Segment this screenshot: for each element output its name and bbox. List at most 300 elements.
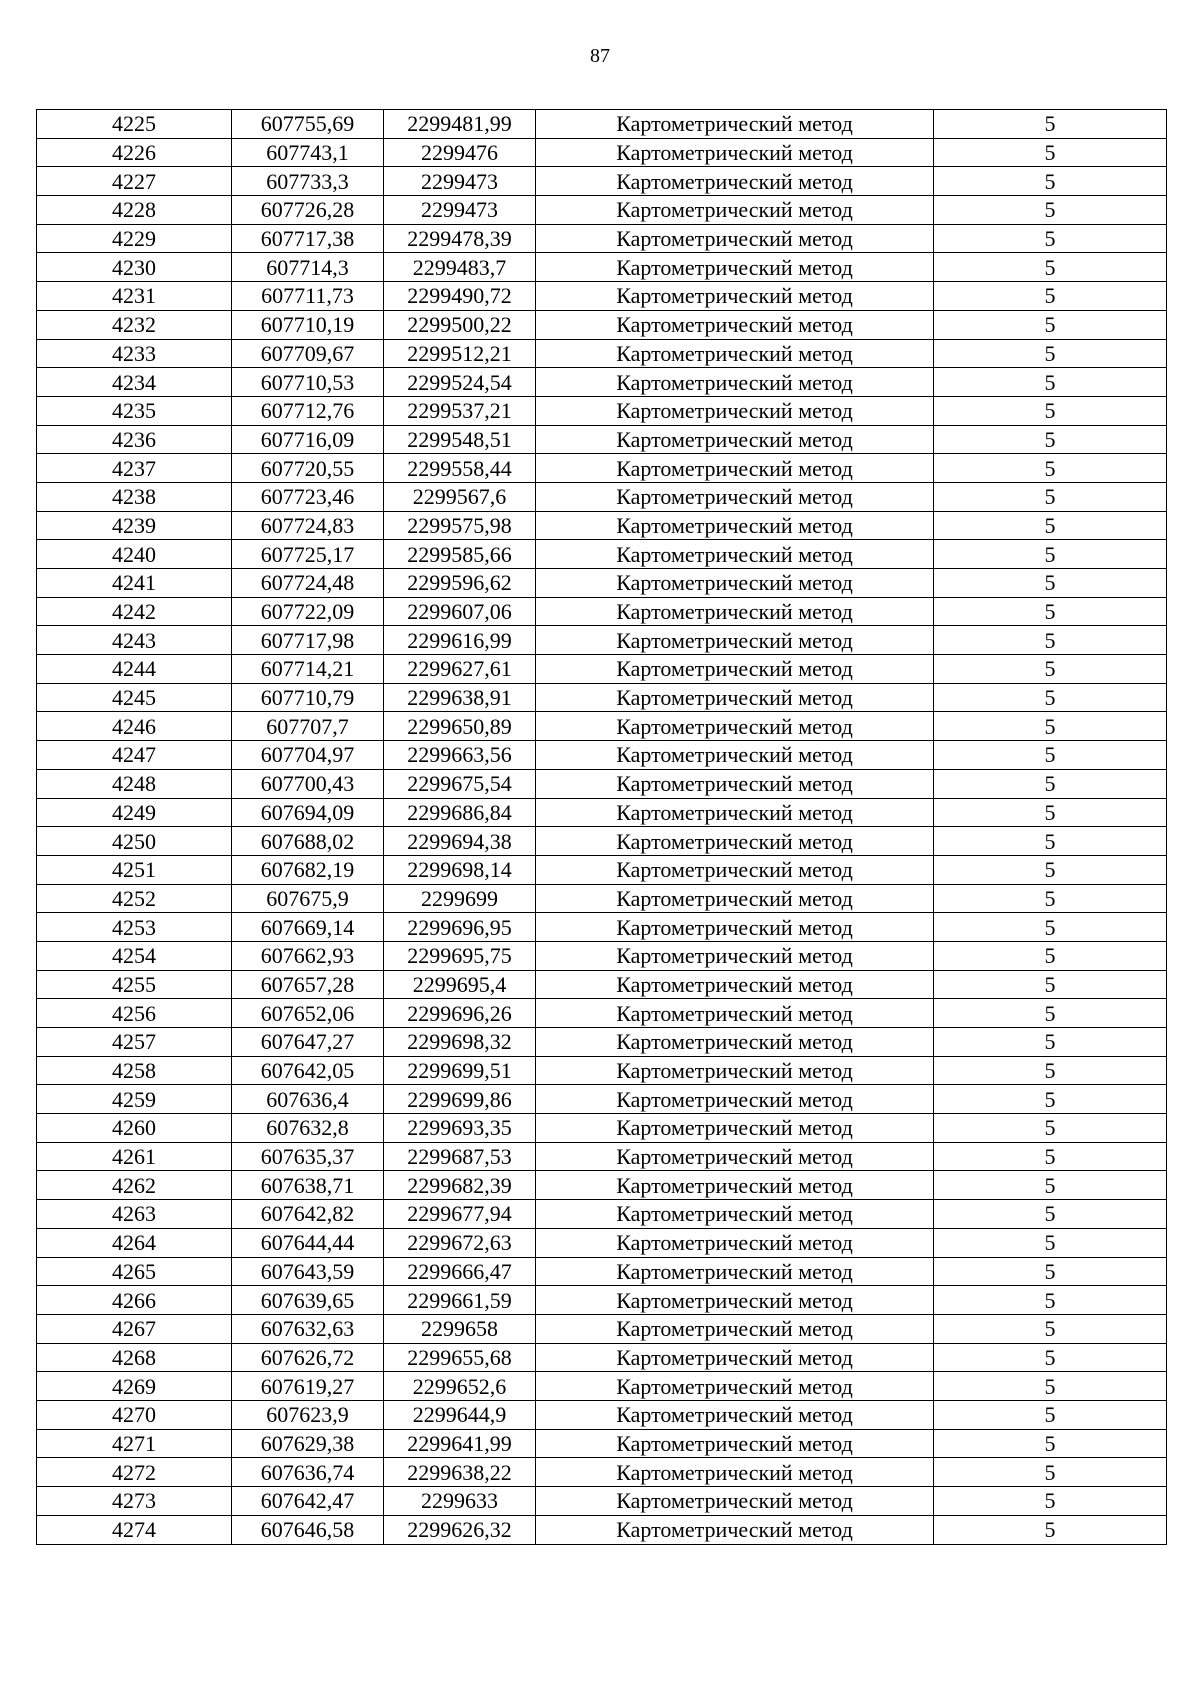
method-cell: Картометрический метод bbox=[536, 454, 934, 483]
y-coordinate-cell: 2299633 bbox=[384, 1487, 536, 1516]
x-coordinate-cell: 607714,3 bbox=[232, 253, 384, 282]
table-row bbox=[37, 1171, 1167, 1200]
method-cell: Картометрический метод bbox=[536, 1028, 934, 1057]
y-coordinate-cell: 2299696,26 bbox=[384, 999, 536, 1028]
point-number-cell: 4226 bbox=[37, 138, 232, 167]
table-row bbox=[37, 110, 1167, 139]
table-row bbox=[37, 454, 1167, 483]
y-coordinate-cell: 2299658 bbox=[384, 1314, 536, 1343]
point-number-cell: 4232 bbox=[37, 310, 232, 339]
method-cell: Картометрический метод bbox=[536, 970, 934, 999]
y-coordinate-cell: 2299694,38 bbox=[384, 827, 536, 856]
x-coordinate-cell: 607642,47 bbox=[232, 1487, 384, 1516]
point-number-cell: 4270 bbox=[37, 1400, 232, 1429]
y-coordinate-cell: 2299699,51 bbox=[384, 1056, 536, 1085]
accuracy-cell: 5 bbox=[934, 1228, 1167, 1257]
method-cell: Картометрический метод bbox=[536, 282, 934, 311]
y-coordinate-cell: 2299478,39 bbox=[384, 224, 536, 253]
x-coordinate-cell: 607682,19 bbox=[232, 855, 384, 884]
y-coordinate-cell: 2299663,56 bbox=[384, 741, 536, 770]
method-cell: Картометрический метод bbox=[536, 1372, 934, 1401]
point-number-cell: 4227 bbox=[37, 167, 232, 196]
table-row bbox=[37, 1257, 1167, 1286]
y-coordinate-cell: 2299473 bbox=[384, 167, 536, 196]
point-number-cell: 4257 bbox=[37, 1028, 232, 1057]
point-number-cell: 4225 bbox=[37, 110, 232, 139]
table-row bbox=[37, 482, 1167, 511]
point-number-cell: 4230 bbox=[37, 253, 232, 282]
method-cell: Картометрический метод bbox=[536, 196, 934, 225]
accuracy-cell: 5 bbox=[934, 1429, 1167, 1458]
method-cell: Картометрический метод bbox=[536, 368, 934, 397]
table-row bbox=[37, 941, 1167, 970]
accuracy-cell: 5 bbox=[934, 1487, 1167, 1516]
method-cell: Картометрический метод bbox=[536, 1257, 934, 1286]
x-coordinate-cell: 607723,46 bbox=[232, 482, 384, 511]
accuracy-cell: 5 bbox=[934, 569, 1167, 598]
table-row bbox=[37, 1458, 1167, 1487]
accuracy-cell: 5 bbox=[934, 1257, 1167, 1286]
method-cell: Картометрический метод bbox=[536, 1286, 934, 1315]
y-coordinate-cell: 2299677,94 bbox=[384, 1200, 536, 1229]
y-coordinate-cell: 2299500,22 bbox=[384, 310, 536, 339]
table-row bbox=[37, 913, 1167, 942]
x-coordinate-cell: 607646,58 bbox=[232, 1515, 384, 1545]
y-coordinate-cell: 2299473 bbox=[384, 196, 536, 225]
accuracy-cell: 5 bbox=[934, 1314, 1167, 1343]
method-cell: Картометрический метод bbox=[536, 1114, 934, 1143]
x-coordinate-cell: 607755,69 bbox=[232, 110, 384, 139]
method-cell: Картометрический метод bbox=[536, 138, 934, 167]
y-coordinate-cell: 2299672,63 bbox=[384, 1228, 536, 1257]
x-coordinate-cell: 607636,4 bbox=[232, 1085, 384, 1114]
point-number-cell: 4242 bbox=[37, 597, 232, 626]
accuracy-cell: 5 bbox=[934, 884, 1167, 913]
method-cell: Картометрический метод bbox=[536, 855, 934, 884]
y-coordinate-cell: 2299638,91 bbox=[384, 683, 536, 712]
table-row bbox=[37, 970, 1167, 999]
x-coordinate-cell: 607725,17 bbox=[232, 540, 384, 569]
method-cell: Картометрический метод bbox=[536, 1429, 934, 1458]
point-number-cell: 4239 bbox=[37, 511, 232, 540]
x-coordinate-cell: 607724,48 bbox=[232, 569, 384, 598]
accuracy-cell: 5 bbox=[934, 798, 1167, 827]
table-row bbox=[37, 339, 1167, 368]
method-cell: Картометрический метод bbox=[536, 1200, 934, 1229]
x-coordinate-cell: 607642,05 bbox=[232, 1056, 384, 1085]
x-coordinate-cell: 607642,82 bbox=[232, 1200, 384, 1229]
coordinates-table bbox=[36, 109, 1167, 1545]
accuracy-cell: 5 bbox=[934, 339, 1167, 368]
table-row bbox=[37, 884, 1167, 913]
y-coordinate-cell: 2299483,7 bbox=[384, 253, 536, 282]
table-row bbox=[37, 1028, 1167, 1057]
y-coordinate-cell: 2299686,84 bbox=[384, 798, 536, 827]
accuracy-cell: 5 bbox=[934, 1028, 1167, 1057]
method-cell: Картометрический метод bbox=[536, 1228, 934, 1257]
point-number-cell: 4261 bbox=[37, 1142, 232, 1171]
point-number-cell: 4244 bbox=[37, 655, 232, 684]
accuracy-cell: 5 bbox=[934, 712, 1167, 741]
method-cell: Картометрический метод bbox=[536, 913, 934, 942]
x-coordinate-cell: 607639,65 bbox=[232, 1286, 384, 1315]
method-cell: Картометрический метод bbox=[536, 1343, 934, 1372]
table-row bbox=[37, 1085, 1167, 1114]
y-coordinate-cell: 2299695,75 bbox=[384, 941, 536, 970]
point-number-cell: 4235 bbox=[37, 396, 232, 425]
y-coordinate-cell: 2299524,54 bbox=[384, 368, 536, 397]
method-cell: Картометрический метод bbox=[536, 1056, 934, 1085]
x-coordinate-cell: 607712,76 bbox=[232, 396, 384, 425]
point-number-cell: 4249 bbox=[37, 798, 232, 827]
point-number-cell: 4265 bbox=[37, 1257, 232, 1286]
point-number-cell: 4254 bbox=[37, 941, 232, 970]
point-number-cell: 4273 bbox=[37, 1487, 232, 1516]
point-number-cell: 4271 bbox=[37, 1429, 232, 1458]
method-cell: Картометрический метод bbox=[536, 569, 934, 598]
accuracy-cell: 5 bbox=[934, 1343, 1167, 1372]
coordinates-table-body bbox=[37, 110, 1167, 1545]
point-number-cell: 4263 bbox=[37, 1200, 232, 1229]
x-coordinate-cell: 607626,72 bbox=[232, 1343, 384, 1372]
method-cell: Картометрический метод bbox=[536, 769, 934, 798]
method-cell: Картометрический метод bbox=[536, 310, 934, 339]
accuracy-cell: 5 bbox=[934, 683, 1167, 712]
point-number-cell: 4246 bbox=[37, 712, 232, 741]
accuracy-cell: 5 bbox=[934, 368, 1167, 397]
point-number-cell: 4262 bbox=[37, 1171, 232, 1200]
method-cell: Картометрический метод bbox=[536, 482, 934, 511]
x-coordinate-cell: 607710,53 bbox=[232, 368, 384, 397]
table-row bbox=[37, 626, 1167, 655]
table-row bbox=[37, 683, 1167, 712]
table-row bbox=[37, 167, 1167, 196]
y-coordinate-cell: 2299575,98 bbox=[384, 511, 536, 540]
table-row bbox=[37, 855, 1167, 884]
table-row bbox=[37, 1372, 1167, 1401]
point-number-cell: 4233 bbox=[37, 339, 232, 368]
x-coordinate-cell: 607636,74 bbox=[232, 1458, 384, 1487]
accuracy-cell: 5 bbox=[934, 597, 1167, 626]
accuracy-cell: 5 bbox=[934, 1286, 1167, 1315]
x-coordinate-cell: 607675,9 bbox=[232, 884, 384, 913]
method-cell: Картометрический метод bbox=[536, 1400, 934, 1429]
x-coordinate-cell: 607717,98 bbox=[232, 626, 384, 655]
point-number-cell: 4229 bbox=[37, 224, 232, 253]
x-coordinate-cell: 607720,55 bbox=[232, 454, 384, 483]
y-coordinate-cell: 2299687,53 bbox=[384, 1142, 536, 1171]
point-number-cell: 4256 bbox=[37, 999, 232, 1028]
method-cell: Картометрический метод bbox=[536, 1314, 934, 1343]
method-cell: Картометрический метод bbox=[536, 1458, 934, 1487]
point-number-cell: 4274 bbox=[37, 1515, 232, 1545]
method-cell: Картометрический метод bbox=[536, 1085, 934, 1114]
method-cell: Картометрический метод bbox=[536, 540, 934, 569]
table-row bbox=[37, 999, 1167, 1028]
point-number-cell: 4238 bbox=[37, 482, 232, 511]
table-row bbox=[37, 1314, 1167, 1343]
method-cell: Картометрический метод bbox=[536, 511, 934, 540]
accuracy-cell: 5 bbox=[934, 855, 1167, 884]
table-row bbox=[37, 425, 1167, 454]
x-coordinate-cell: 607652,06 bbox=[232, 999, 384, 1028]
table-row bbox=[37, 798, 1167, 827]
table-row bbox=[37, 569, 1167, 598]
x-coordinate-cell: 607647,27 bbox=[232, 1028, 384, 1057]
x-coordinate-cell: 607623,9 bbox=[232, 1400, 384, 1429]
y-coordinate-cell: 2299596,62 bbox=[384, 569, 536, 598]
y-coordinate-cell: 2299661,59 bbox=[384, 1286, 536, 1315]
method-cell: Картометрический метод bbox=[536, 1515, 934, 1545]
accuracy-cell: 5 bbox=[934, 425, 1167, 454]
accuracy-cell: 5 bbox=[934, 913, 1167, 942]
point-number-cell: 4258 bbox=[37, 1056, 232, 1085]
table-row bbox=[37, 540, 1167, 569]
y-coordinate-cell: 2299696,95 bbox=[384, 913, 536, 942]
point-number-cell: 4251 bbox=[37, 855, 232, 884]
y-coordinate-cell: 2299666,47 bbox=[384, 1257, 536, 1286]
table-row bbox=[37, 712, 1167, 741]
x-coordinate-cell: 607700,43 bbox=[232, 769, 384, 798]
accuracy-cell: 5 bbox=[934, 1142, 1167, 1171]
x-coordinate-cell: 607714,21 bbox=[232, 655, 384, 684]
accuracy-cell: 5 bbox=[934, 1056, 1167, 1085]
method-cell: Картометрический метод bbox=[536, 1171, 934, 1200]
table-row bbox=[37, 655, 1167, 684]
table-row bbox=[37, 1114, 1167, 1143]
method-cell: Картометрический метод bbox=[536, 339, 934, 368]
point-number-cell: 4269 bbox=[37, 1372, 232, 1401]
point-number-cell: 4243 bbox=[37, 626, 232, 655]
point-number-cell: 4228 bbox=[37, 196, 232, 225]
point-number-cell: 4266 bbox=[37, 1286, 232, 1315]
y-coordinate-cell: 2299698,32 bbox=[384, 1028, 536, 1057]
accuracy-cell: 5 bbox=[934, 741, 1167, 770]
table-row bbox=[37, 511, 1167, 540]
table-row bbox=[37, 138, 1167, 167]
method-cell: Картометрический метод bbox=[536, 683, 934, 712]
x-coordinate-cell: 607632,8 bbox=[232, 1114, 384, 1143]
point-number-cell: 4237 bbox=[37, 454, 232, 483]
x-coordinate-cell: 607722,09 bbox=[232, 597, 384, 626]
x-coordinate-cell: 607619,27 bbox=[232, 1372, 384, 1401]
accuracy-cell: 5 bbox=[934, 1458, 1167, 1487]
method-cell: Картометрический метод bbox=[536, 167, 934, 196]
point-number-cell: 4260 bbox=[37, 1114, 232, 1143]
table-row bbox=[37, 396, 1167, 425]
table-row bbox=[37, 769, 1167, 798]
table-row bbox=[37, 597, 1167, 626]
y-coordinate-cell: 2299655,68 bbox=[384, 1343, 536, 1372]
y-coordinate-cell: 2299481,99 bbox=[384, 110, 536, 139]
method-cell: Картометрический метод bbox=[536, 941, 934, 970]
method-cell: Картометрический метод bbox=[536, 224, 934, 253]
accuracy-cell: 5 bbox=[934, 253, 1167, 282]
y-coordinate-cell: 2299652,6 bbox=[384, 1372, 536, 1401]
y-coordinate-cell: 2299607,06 bbox=[384, 597, 536, 626]
accuracy-cell: 5 bbox=[934, 110, 1167, 139]
y-coordinate-cell: 2299644,9 bbox=[384, 1400, 536, 1429]
accuracy-cell: 5 bbox=[934, 224, 1167, 253]
method-cell: Картометрический метод bbox=[536, 253, 934, 282]
accuracy-cell: 5 bbox=[934, 626, 1167, 655]
method-cell: Картометрический метод bbox=[536, 655, 934, 684]
x-coordinate-cell: 607638,71 bbox=[232, 1171, 384, 1200]
point-number-cell: 4250 bbox=[37, 827, 232, 856]
table-row bbox=[37, 1487, 1167, 1516]
point-number-cell: 4264 bbox=[37, 1228, 232, 1257]
accuracy-cell: 5 bbox=[934, 1200, 1167, 1229]
accuracy-cell: 5 bbox=[934, 138, 1167, 167]
x-coordinate-cell: 607688,02 bbox=[232, 827, 384, 856]
point-number-cell: 4234 bbox=[37, 368, 232, 397]
y-coordinate-cell: 2299558,44 bbox=[384, 454, 536, 483]
table-row bbox=[37, 1228, 1167, 1257]
table-row bbox=[37, 1056, 1167, 1085]
accuracy-cell: 5 bbox=[934, 1114, 1167, 1143]
point-number-cell: 4253 bbox=[37, 913, 232, 942]
point-number-cell: 4231 bbox=[37, 282, 232, 311]
accuracy-cell: 5 bbox=[934, 1085, 1167, 1114]
accuracy-cell: 5 bbox=[934, 1372, 1167, 1401]
accuracy-cell: 5 bbox=[934, 769, 1167, 798]
y-coordinate-cell: 2299675,54 bbox=[384, 769, 536, 798]
point-number-cell: 4248 bbox=[37, 769, 232, 798]
y-coordinate-cell: 2299585,66 bbox=[384, 540, 536, 569]
method-cell: Картометрический метод bbox=[536, 1487, 934, 1516]
accuracy-cell: 5 bbox=[934, 196, 1167, 225]
table-row bbox=[37, 741, 1167, 770]
x-coordinate-cell: 607710,19 bbox=[232, 310, 384, 339]
point-number-cell: 4247 bbox=[37, 741, 232, 770]
y-coordinate-cell: 2299695,4 bbox=[384, 970, 536, 999]
accuracy-cell: 5 bbox=[934, 540, 1167, 569]
point-number-cell: 4267 bbox=[37, 1314, 232, 1343]
point-number-cell: 4252 bbox=[37, 884, 232, 913]
y-coordinate-cell: 2299699 bbox=[384, 884, 536, 913]
x-coordinate-cell: 607632,63 bbox=[232, 1314, 384, 1343]
method-cell: Картометрический метод bbox=[536, 425, 934, 454]
y-coordinate-cell: 2299490,72 bbox=[384, 282, 536, 311]
method-cell: Картометрический метод bbox=[536, 741, 934, 770]
x-coordinate-cell: 607707,7 bbox=[232, 712, 384, 741]
method-cell: Картометрический метод bbox=[536, 110, 934, 139]
accuracy-cell: 5 bbox=[934, 1171, 1167, 1200]
y-coordinate-cell: 2299512,21 bbox=[384, 339, 536, 368]
x-coordinate-cell: 607724,83 bbox=[232, 511, 384, 540]
y-coordinate-cell: 2299476 bbox=[384, 138, 536, 167]
x-coordinate-cell: 607726,28 bbox=[232, 196, 384, 225]
y-coordinate-cell: 2299693,35 bbox=[384, 1114, 536, 1143]
y-coordinate-cell: 2299537,21 bbox=[384, 396, 536, 425]
accuracy-cell: 5 bbox=[934, 511, 1167, 540]
point-number-cell: 4236 bbox=[37, 425, 232, 454]
accuracy-cell: 5 bbox=[934, 282, 1167, 311]
table-row bbox=[37, 310, 1167, 339]
table-row bbox=[37, 282, 1167, 311]
table-row bbox=[37, 1429, 1167, 1458]
method-cell: Картометрический метод bbox=[536, 798, 934, 827]
point-number-cell: 4240 bbox=[37, 540, 232, 569]
y-coordinate-cell: 2299616,99 bbox=[384, 626, 536, 655]
method-cell: Картометрический метод bbox=[536, 1142, 934, 1171]
accuracy-cell: 5 bbox=[934, 999, 1167, 1028]
point-number-cell: 4272 bbox=[37, 1458, 232, 1487]
accuracy-cell: 5 bbox=[934, 396, 1167, 425]
x-coordinate-cell: 607733,3 bbox=[232, 167, 384, 196]
table-row bbox=[37, 196, 1167, 225]
accuracy-cell: 5 bbox=[934, 655, 1167, 684]
y-coordinate-cell: 2299548,51 bbox=[384, 425, 536, 454]
method-cell: Картометрический метод bbox=[536, 827, 934, 856]
x-coordinate-cell: 607716,09 bbox=[232, 425, 384, 454]
y-coordinate-cell: 2299626,32 bbox=[384, 1515, 536, 1545]
x-coordinate-cell: 607694,09 bbox=[232, 798, 384, 827]
y-coordinate-cell: 2299638,22 bbox=[384, 1458, 536, 1487]
accuracy-cell: 5 bbox=[934, 1515, 1167, 1545]
x-coordinate-cell: 607657,28 bbox=[232, 970, 384, 999]
accuracy-cell: 5 bbox=[934, 941, 1167, 970]
point-number-cell: 4268 bbox=[37, 1343, 232, 1372]
accuracy-cell: 5 bbox=[934, 970, 1167, 999]
x-coordinate-cell: 607711,73 bbox=[232, 282, 384, 311]
y-coordinate-cell: 2299650,89 bbox=[384, 712, 536, 741]
y-coordinate-cell: 2299698,14 bbox=[384, 855, 536, 884]
y-coordinate-cell: 2299699,86 bbox=[384, 1085, 536, 1114]
x-coordinate-cell: 607704,97 bbox=[232, 741, 384, 770]
table-row bbox=[37, 1200, 1167, 1229]
method-cell: Картометрический метод bbox=[536, 884, 934, 913]
accuracy-cell: 5 bbox=[934, 482, 1167, 511]
point-number-cell: 4245 bbox=[37, 683, 232, 712]
x-coordinate-cell: 607629,38 bbox=[232, 1429, 384, 1458]
method-cell: Картометрический метод bbox=[536, 626, 934, 655]
table-row bbox=[37, 1142, 1167, 1171]
x-coordinate-cell: 607662,93 bbox=[232, 941, 384, 970]
method-cell: Картометрический метод bbox=[536, 712, 934, 741]
x-coordinate-cell: 607635,37 bbox=[232, 1142, 384, 1171]
x-coordinate-cell: 607669,14 bbox=[232, 913, 384, 942]
x-coordinate-cell: 607644,44 bbox=[232, 1228, 384, 1257]
x-coordinate-cell: 607717,38 bbox=[232, 224, 384, 253]
accuracy-cell: 5 bbox=[934, 1400, 1167, 1429]
accuracy-cell: 5 bbox=[934, 167, 1167, 196]
point-number-cell: 4259 bbox=[37, 1085, 232, 1114]
x-coordinate-cell: 607643,59 bbox=[232, 1257, 384, 1286]
x-coordinate-cell: 607710,79 bbox=[232, 683, 384, 712]
table-row bbox=[37, 1343, 1167, 1372]
y-coordinate-cell: 2299567,6 bbox=[384, 482, 536, 511]
method-cell: Картометрический метод bbox=[536, 999, 934, 1028]
accuracy-cell: 5 bbox=[934, 454, 1167, 483]
table-row bbox=[37, 368, 1167, 397]
table-row bbox=[37, 253, 1167, 282]
y-coordinate-cell: 2299682,39 bbox=[384, 1171, 536, 1200]
table-row bbox=[37, 1286, 1167, 1315]
accuracy-cell: 5 bbox=[934, 827, 1167, 856]
y-coordinate-cell: 2299627,61 bbox=[384, 655, 536, 684]
x-coordinate-cell: 607743,1 bbox=[232, 138, 384, 167]
method-cell: Картометрический метод bbox=[536, 396, 934, 425]
method-cell: Картометрический метод bbox=[536, 597, 934, 626]
point-number-cell: 4241 bbox=[37, 569, 232, 598]
point-number-cell: 4255 bbox=[37, 970, 232, 999]
y-coordinate-cell: 2299641,99 bbox=[384, 1429, 536, 1458]
table-row bbox=[37, 827, 1167, 856]
page-number: 87 bbox=[590, 45, 610, 67]
table-row bbox=[37, 224, 1167, 253]
accuracy-cell: 5 bbox=[934, 310, 1167, 339]
